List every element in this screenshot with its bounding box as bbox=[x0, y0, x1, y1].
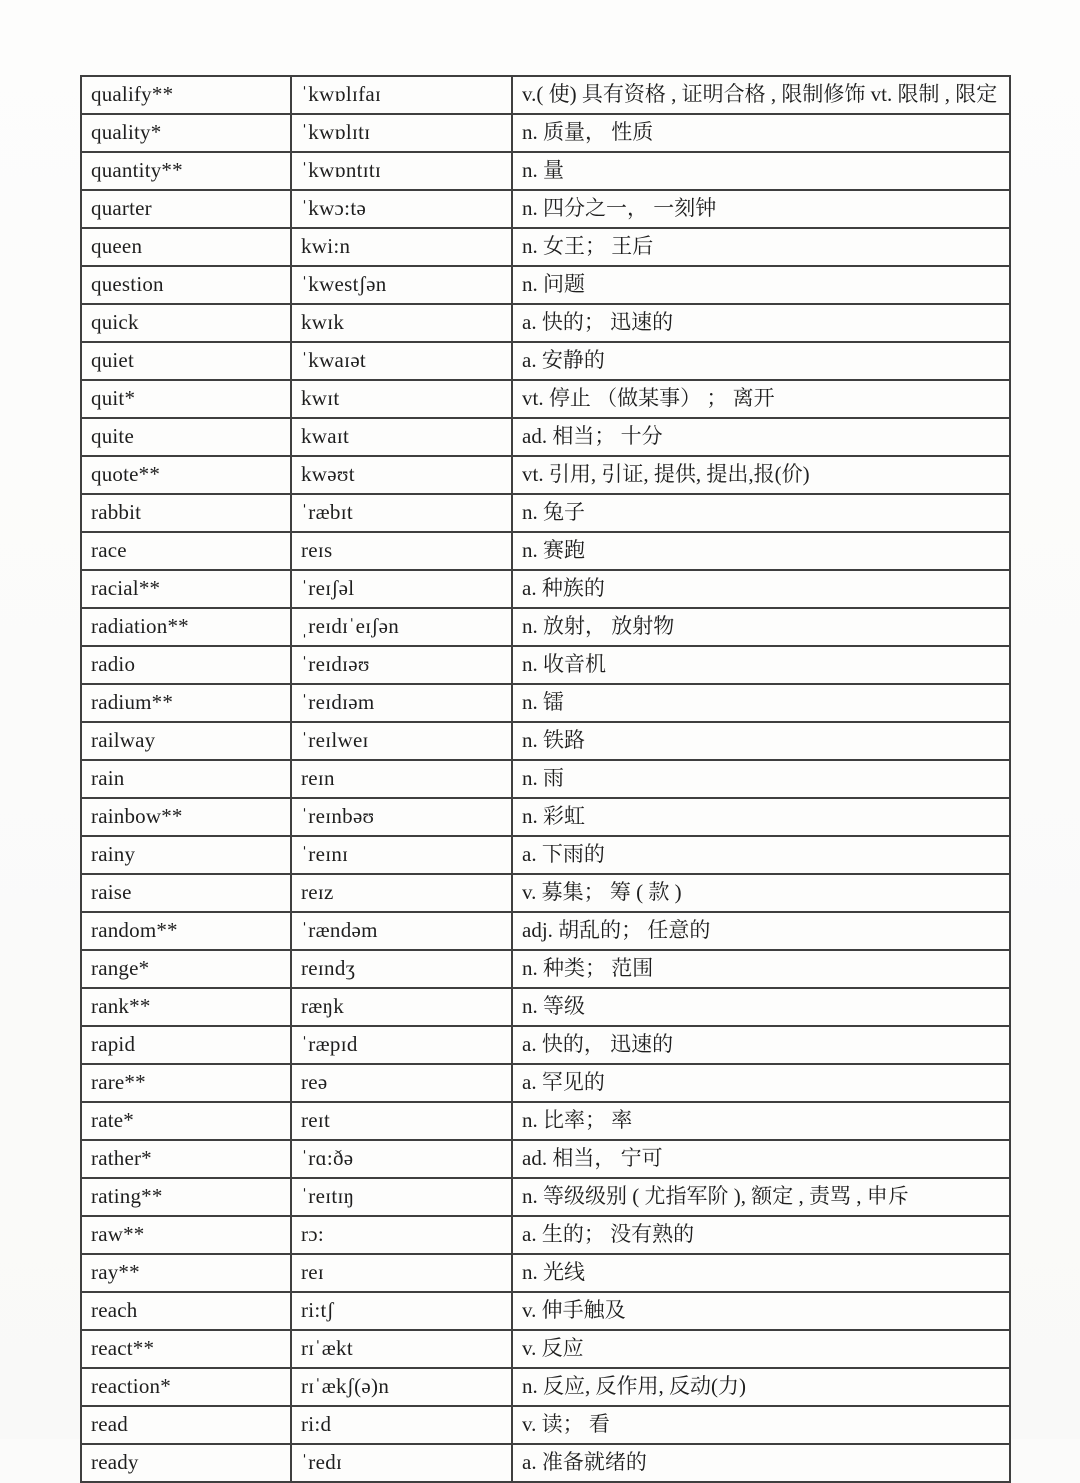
phonetic-cell: ri:tʃ bbox=[291, 1292, 512, 1330]
word-cell: rain bbox=[81, 760, 291, 798]
word-cell: quiet bbox=[81, 342, 291, 380]
phonetic-cell: ˈreɪdɪəʊ bbox=[291, 646, 512, 684]
word-cell: racial** bbox=[81, 570, 291, 608]
table-row bbox=[81, 152, 1010, 190]
table-row bbox=[81, 266, 1010, 304]
phonetic-cell: ˈræbɪt bbox=[291, 494, 512, 532]
meaning-cell: ad. 相当； 十分 bbox=[512, 418, 1010, 456]
phonetic-cell: kwəʊt bbox=[291, 456, 512, 494]
phonetic-cell: ˈreɪnɪ bbox=[291, 836, 512, 874]
phonetic-cell: rɔ: bbox=[291, 1216, 512, 1254]
word-cell: radio bbox=[81, 646, 291, 684]
word-cell: rank** bbox=[81, 988, 291, 1026]
meaning-cell: v.( 使) 具有资格 , 证明合格 , 限制修饰 vt. 限制 , 限定 bbox=[512, 76, 1010, 114]
phonetic-cell: rɪˈækʃ(ə)n bbox=[291, 1368, 512, 1406]
table-row bbox=[81, 760, 1010, 798]
meaning-cell: n. 收音机 bbox=[512, 646, 1010, 684]
phonetic-cell: reɪz bbox=[291, 874, 512, 912]
phonetic-cell: ˈkwestʃən bbox=[291, 266, 512, 304]
meaning-cell: n. 兔子 bbox=[512, 494, 1010, 532]
phonetic-cell: ˈræpɪd bbox=[291, 1026, 512, 1064]
phonetic-cell: kwɪt bbox=[291, 380, 512, 418]
phonetic-cell: ræŋk bbox=[291, 988, 512, 1026]
word-cell: ready bbox=[81, 1444, 291, 1482]
meaning-cell: n. 质量， 性质 bbox=[512, 114, 1010, 152]
table-row bbox=[81, 114, 1010, 152]
meaning-cell: vt. 停止 （做某事） ； 离开 bbox=[512, 380, 1010, 418]
meaning-cell: n. 种类； 范围 bbox=[512, 950, 1010, 988]
table-row bbox=[81, 1444, 1010, 1482]
meaning-cell: a. 安静的 bbox=[512, 342, 1010, 380]
meaning-cell: v. 反应 bbox=[512, 1330, 1010, 1368]
meaning-cell: n. 放射， 放射物 bbox=[512, 608, 1010, 646]
word-cell: race bbox=[81, 532, 291, 570]
phonetic-cell: reɪs bbox=[291, 532, 512, 570]
phonetic-cell: ˈkwɒntɪtɪ bbox=[291, 152, 512, 190]
meaning-cell: n. 女王； 王后 bbox=[512, 228, 1010, 266]
word-cell: quantity** bbox=[81, 152, 291, 190]
table-row bbox=[81, 228, 1010, 266]
word-cell: quality* bbox=[81, 114, 291, 152]
vocab-table-body bbox=[81, 76, 1010, 1482]
meaning-cell: n. 光线 bbox=[512, 1254, 1010, 1292]
table-row bbox=[81, 418, 1010, 456]
table-row bbox=[81, 608, 1010, 646]
table-row bbox=[81, 1064, 1010, 1102]
meaning-cell: n. 铁路 bbox=[512, 722, 1010, 760]
phonetic-cell: ri:d bbox=[291, 1406, 512, 1444]
phonetic-cell: reɪndʒ bbox=[291, 950, 512, 988]
table-row bbox=[81, 1406, 1010, 1444]
word-cell: random** bbox=[81, 912, 291, 950]
word-cell: rainbow** bbox=[81, 798, 291, 836]
table-row bbox=[81, 950, 1010, 988]
meaning-cell: v. 募集； 筹 ( 款 ) bbox=[512, 874, 1010, 912]
table-row bbox=[81, 836, 1010, 874]
word-cell: rate* bbox=[81, 1102, 291, 1140]
meaning-cell: ad. 相当， 宁可 bbox=[512, 1140, 1010, 1178]
table-row bbox=[81, 988, 1010, 1026]
table-row bbox=[81, 494, 1010, 532]
word-cell: rating** bbox=[81, 1178, 291, 1216]
table-row bbox=[81, 912, 1010, 950]
word-cell: reaction* bbox=[81, 1368, 291, 1406]
phonetic-cell: ˈkwɔ:tə bbox=[291, 190, 512, 228]
meaning-cell: a. 快的， 迅速的 bbox=[512, 1026, 1010, 1064]
phonetic-cell: ˌreɪdɪˈeɪʃən bbox=[291, 608, 512, 646]
table-row bbox=[81, 1216, 1010, 1254]
meaning-cell: a. 下雨的 bbox=[512, 836, 1010, 874]
phonetic-cell: ˈreɪlweɪ bbox=[291, 722, 512, 760]
table-row bbox=[81, 1292, 1010, 1330]
table-row bbox=[81, 380, 1010, 418]
meaning-cell: a. 罕见的 bbox=[512, 1064, 1010, 1102]
word-cell: rare** bbox=[81, 1064, 291, 1102]
word-cell: reach bbox=[81, 1292, 291, 1330]
phonetic-cell: reɪ bbox=[291, 1254, 512, 1292]
phonetic-cell: ˈredɪ bbox=[291, 1444, 512, 1482]
word-cell: raise bbox=[81, 874, 291, 912]
meaning-cell: n. 赛跑 bbox=[512, 532, 1010, 570]
phonetic-cell: ˈrɑ:ðə bbox=[291, 1140, 512, 1178]
phonetic-cell: ˈkwaɪət bbox=[291, 342, 512, 380]
table-row bbox=[81, 722, 1010, 760]
word-cell: range* bbox=[81, 950, 291, 988]
meaning-cell: v. 伸手触及 bbox=[512, 1292, 1010, 1330]
meaning-cell: vt. 引用, 引证, 提供, 提出,报(价) bbox=[512, 456, 1010, 494]
phonetic-cell: ˈkwɒlɪfaɪ bbox=[291, 76, 512, 114]
word-cell: radium** bbox=[81, 684, 291, 722]
word-cell: rainy bbox=[81, 836, 291, 874]
meaning-cell: n. 问题 bbox=[512, 266, 1010, 304]
meaning-cell: n. 彩虹 bbox=[512, 798, 1010, 836]
word-cell: rapid bbox=[81, 1026, 291, 1064]
word-cell: read bbox=[81, 1406, 291, 1444]
table-row bbox=[81, 456, 1010, 494]
phonetic-cell: ˈkwɒlɪtɪ bbox=[291, 114, 512, 152]
meaning-cell: v. 读； 看 bbox=[512, 1406, 1010, 1444]
table-row bbox=[81, 874, 1010, 912]
phonetic-cell: ˈreɪdɪəm bbox=[291, 684, 512, 722]
phonetic-cell: reɪt bbox=[291, 1102, 512, 1140]
word-cell: quit* bbox=[81, 380, 291, 418]
phonetic-cell: kwɪk bbox=[291, 304, 512, 342]
meaning-cell: n. 四分之一， 一刻钟 bbox=[512, 190, 1010, 228]
word-cell: rather* bbox=[81, 1140, 291, 1178]
phonetic-cell: kwaɪt bbox=[291, 418, 512, 456]
meaning-cell: adj. 胡乱的； 任意的 bbox=[512, 912, 1010, 950]
table-row bbox=[81, 532, 1010, 570]
meaning-cell: n. 比率； 率 bbox=[512, 1102, 1010, 1140]
table-row bbox=[81, 646, 1010, 684]
phonetic-cell: ˈreɪʃəl bbox=[291, 570, 512, 608]
meaning-cell: n. 等级级别 ( 尤指军阶 ), 额定 , 责骂 , 申斥 bbox=[512, 1178, 1010, 1216]
meaning-cell: n. 雨 bbox=[512, 760, 1010, 798]
table-row bbox=[81, 798, 1010, 836]
table-row bbox=[81, 1254, 1010, 1292]
meaning-cell: a. 生的； 没有熟的 bbox=[512, 1216, 1010, 1254]
phonetic-cell: ˈreɪtɪŋ bbox=[291, 1178, 512, 1216]
table-row bbox=[81, 1026, 1010, 1064]
table-row bbox=[81, 342, 1010, 380]
table-row bbox=[81, 570, 1010, 608]
word-cell: quick bbox=[81, 304, 291, 342]
phonetic-cell: ˈreɪnbəʊ bbox=[291, 798, 512, 836]
meaning-cell: n. 反应, 反作用, 反动(力) bbox=[512, 1368, 1010, 1406]
table-row bbox=[81, 1102, 1010, 1140]
table-row bbox=[81, 190, 1010, 228]
table-row bbox=[81, 304, 1010, 342]
word-cell: queen bbox=[81, 228, 291, 266]
word-cell: question bbox=[81, 266, 291, 304]
table-row bbox=[81, 1140, 1010, 1178]
word-cell: quite bbox=[81, 418, 291, 456]
meaning-cell: n. 等级 bbox=[512, 988, 1010, 1026]
table-row bbox=[81, 76, 1010, 114]
meaning-cell: a. 快的； 迅速的 bbox=[512, 304, 1010, 342]
vocab-table bbox=[80, 75, 1011, 1483]
meaning-cell: a. 种族的 bbox=[512, 570, 1010, 608]
word-cell: ray** bbox=[81, 1254, 291, 1292]
word-cell: railway bbox=[81, 722, 291, 760]
word-cell: quarter bbox=[81, 190, 291, 228]
phonetic-cell: rɪˈækt bbox=[291, 1330, 512, 1368]
word-cell: quote** bbox=[81, 456, 291, 494]
phonetic-cell: reɪn bbox=[291, 760, 512, 798]
table-row bbox=[81, 1368, 1010, 1406]
table-row bbox=[81, 684, 1010, 722]
word-cell: rabbit bbox=[81, 494, 291, 532]
meaning-cell: n. 镭 bbox=[512, 684, 1010, 722]
word-cell: qualify** bbox=[81, 76, 291, 114]
word-cell: raw** bbox=[81, 1216, 291, 1254]
table-row bbox=[81, 1330, 1010, 1368]
word-cell: radiation** bbox=[81, 608, 291, 646]
phonetic-cell: ˈrændəm bbox=[291, 912, 512, 950]
table-row bbox=[81, 1178, 1010, 1216]
word-cell: react** bbox=[81, 1330, 291, 1368]
phonetic-cell: reə bbox=[291, 1064, 512, 1102]
meaning-cell: n. 量 bbox=[512, 152, 1010, 190]
phonetic-cell: kwi:n bbox=[291, 228, 512, 266]
meaning-cell: a. 准备就绪的 bbox=[512, 1444, 1010, 1482]
